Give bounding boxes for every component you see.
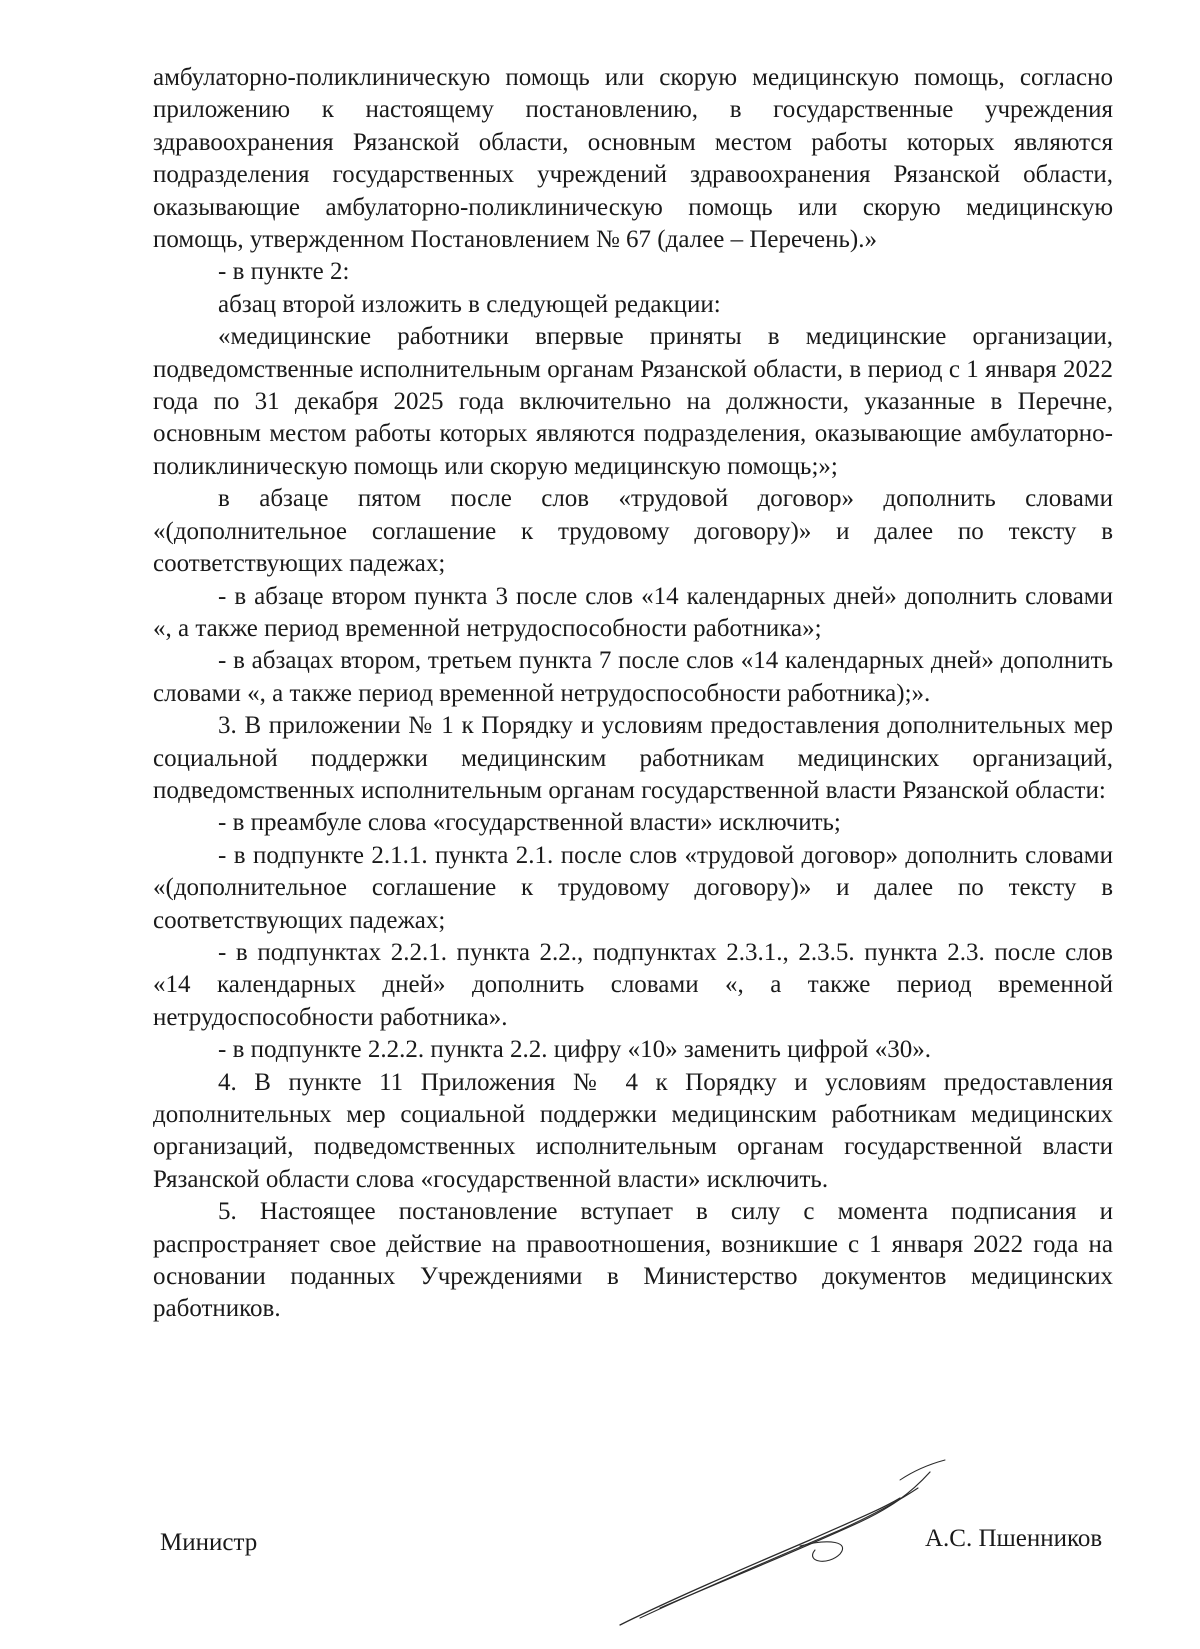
paragraph-item-2-heading: - в пункте 2: <box>218 258 350 286</box>
paragraph-section-3-preamble: - в преамбуле слова «государственной власти» исключить; <box>218 809 841 837</box>
paragraph-item-7: - в абзацах втором, третьем пункта 7 после слов «14 календарных дней» дополнить словами «, а также период временной нетрудоспособности работника);». <box>153 647 1113 707</box>
paragraph-item-3: - в абзаце втором пункта 3 после слов «14 календарных дней» дополнить словами «, а также период временной нетрудоспособности работника»; <box>153 582 1113 642</box>
paragraph-section-3-2-2-1: - в подпунктах 2.2.1. пункта 2.2., подпунктах 2.3.1., 2.3.5. пункта 2.3. после слов «14 календарных дней» дополнить словами «, а также период временной нетрудоспособности работника». <box>153 938 1113 1031</box>
paragraph-item-2-new-text: «медицинские работники впервые приняты в медицинские организации, подведомственные исполнительным органам Рязанской области, в период с 1 января 2022 года по 31 декабря 2025 года включительно на должности, указанные в Перечне, основным местом работы которых являются подразделения, оказывающие амбулаторно-поликлиническую помощь или скорую медицинскую помощь;»; <box>153 323 1113 480</box>
paragraph-section-5: 5. Настоящее постановление вступает в силу с момента подписания и распространяет свое действие на правоотношения, возникшие с 1 января 2022 года на основании поданных Учреждениями в Министерство документов медицинских работников. <box>153 1198 1113 1323</box>
handwritten-signature <box>600 1450 960 1640</box>
paragraph-section-4: 4. В пункте 11 Приложения № 4 к Порядку и условиям предоставления дополнительных мер социальной поддержки медицинским работникам медицинских организаций, подведомственных исполнительным органам государственной власти Рязанской области слова «государственной власти» исключить. <box>153 1068 1113 1193</box>
paragraph-section-3-2-1-1: - в подпункте 2.1.1. пункта 2.1. после слов «трудовой договор» дополнить словами «(дополнительное соглашение к трудовому договору)» и далее по тексту в соответствующих падежах; <box>153 841 1113 934</box>
paragraph-section-3-2-2-2: - в подпункте 2.2.2. пункта 2.2. цифру «10» заменить цифрой «30». <box>218 1036 931 1064</box>
signer-position: Министр <box>160 1529 258 1556</box>
paragraph-item-2-instruction: абзац второй изложить в следующей редакции: <box>218 290 721 318</box>
paragraph-section-3: 3. В приложении № 1 к Порядку и условиям предоставления дополнительных мер социальной поддержки медицинским работникам медицинских организаций, подведомственных исполнительным органам государственной власти Рязанской области: <box>153 712 1113 804</box>
document-body <box>153 62 1113 1326</box>
paragraph-continuation: амбулаторно-поликлиническую помощь или скорую медицинскую помощь, согласно приложению к настоящему постановлению, в государственные учреждения здравоохранения Рязанской области, основным местом работы которых являются подразделения государственных учреждений здравоохранения Рязанской области, оказывающие амбулаторно-поликлиническую помощь или скорую медицинскую помощь, утвержденном Постановлением № 67 (далее – Перечень).» <box>153 64 1113 254</box>
signer-name: А.С. Пшенников <box>925 1525 1103 1552</box>
paragraph-item-2-abzac-5: в абзаце пятом после слов «трудовой договор» дополнить словами «(дополнительное соглашение к трудовому договору)» и далее по тексту в соответствующих падежах; <box>153 485 1113 578</box>
